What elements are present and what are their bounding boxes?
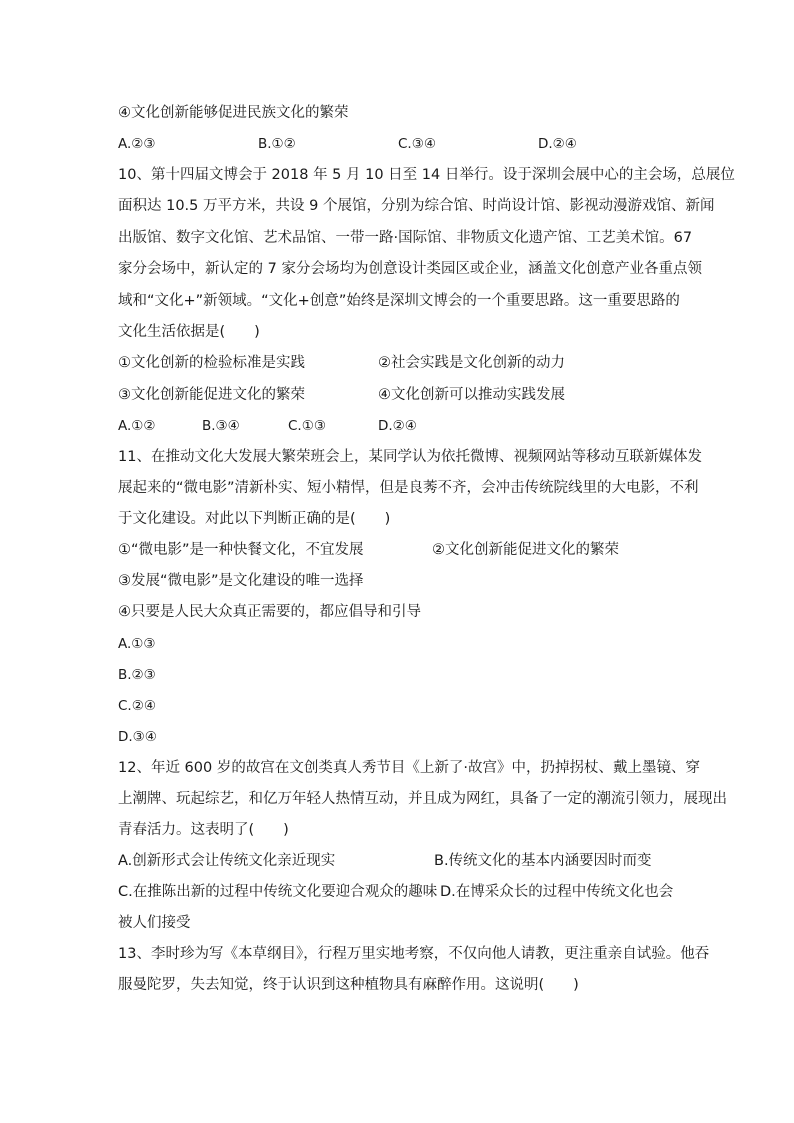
q11-option-d: D.③④ [118, 729, 157, 745]
q10-statement-2: ②社会实践是文化创新的动力 [378, 355, 565, 371]
q10-option-c: C.①③ [288, 418, 326, 434]
q10-option-d: D.②④ [378, 418, 417, 434]
q12-option-d: D.在博采众长的过程中传统文化也会 [440, 884, 674, 900]
q12-option-d-continued: 被人们接受 [118, 915, 191, 931]
q11-statement-2: ②文化创新能促进文化的繁荣 [432, 542, 619, 558]
q10-stem-line-2: 面积达 10.5 万平方米，共设 9 个展馆，分别为综合馆、时尚设计馆、影视动漫游戏馆、新闻 [118, 198, 715, 214]
q12-option-a: A.创新形式会让传统文化亲近现实 [118, 853, 336, 869]
q11-option-c: C.②④ [118, 698, 156, 714]
q12-stem-line-3: 青春活力。这表明了( ) [118, 822, 289, 838]
q11-statement-4: ④只要是人民大众真正需要的，都应倡导和引导 [118, 604, 421, 620]
q10-stem-line-3: 出版馆、数字文化馆、艺术品馆、一带一路·国际馆、非物质文化遗产馆、工艺美术馆。67 [118, 230, 693, 246]
q12-option-b: B.传统文化的基本内涵要因时而变 [434, 853, 652, 869]
q12-option-c: C.在推陈出新的过程中传统文化要迎合观众的趣味 [118, 884, 438, 900]
q11-stem-line-2: 展起来的“微电影”清新朴实、短小精悍，但是良莠不齐，会冲击传统院线里的大电影，不利 [118, 480, 699, 496]
q10-stem-line-1: 10、第十四届文博会于 2018 年 5 月 10 日至 14 日举行。设于深圳会展中心的主会场，总展位 [118, 167, 735, 183]
q9-statement-4: ④文化创新能够促进民族文化的繁荣 [118, 105, 349, 121]
q12-stem-line-1: 12、年近 600 岁的故宫在文创类真人秀节目《上新了·故宫》中，扔掉拐杖、戴上墨镜、穿 [118, 760, 700, 776]
q11-stem-line-3: 于文化建设。对此以下判断正确的是( ) [118, 511, 391, 527]
q9-option-b: B.①② [258, 136, 296, 152]
q11-option-a: A.①③ [118, 636, 156, 652]
q10-stem-line-6: 文化生活依据是( ) [118, 324, 260, 340]
q9-option-d: D.②④ [538, 136, 577, 152]
q9-option-c: C.③④ [398, 136, 436, 152]
q10-option-b: B.③④ [202, 418, 240, 434]
q11-stem-line-1: 11、在推动文化大发展大繁荣班会上，某同学认为依托微博、视频网站等移动互联新媒体发 [118, 449, 702, 465]
q11-option-b: B.②③ [118, 667, 156, 683]
q11-statement-1: ①“微电影”是一种快餐文化，不宜发展 [118, 542, 364, 558]
q10-statement-3: ③文化创新能促进文化的繁荣 [118, 387, 305, 403]
q12-stem-line-2: 上潮牌、玩起综艺，和亿万年轻人热情互动，并且成为网红，具备了一定的潮流引领力，展现出 [118, 791, 727, 807]
q10-statement-4: ④文化创新可以推动实践发展 [378, 387, 565, 403]
q10-statement-1: ①文化创新的检验标准是实践 [118, 355, 305, 371]
q10-stem-line-5: 域和“文化+”新领域。“文化+创意”始终是深圳文博会的一个重要思路。这一重要思路的 [118, 293, 680, 309]
q11-statement-3: ③发展“微电影”是文化建设的唯一选择 [118, 573, 364, 589]
q13-stem-line-2: 服曼陀罗，失去知觉，终于认识到这种植物具有麻醉作用。这说明( ) [118, 977, 579, 993]
q10-stem-line-4: 家分会场中，新认定的 7 家分会场均为创意设计类园区或企业，涵盖文化创意产业各重点领 [118, 261, 702, 277]
q13-stem-line-1: 13、李时珍为写《本草纲目》，行程万里实地考察，不仅向他人请教，更注重亲自试验。他吞 [118, 946, 710, 962]
q10-option-a: A.①② [118, 418, 156, 434]
q9-option-a: A.②③ [118, 136, 156, 152]
